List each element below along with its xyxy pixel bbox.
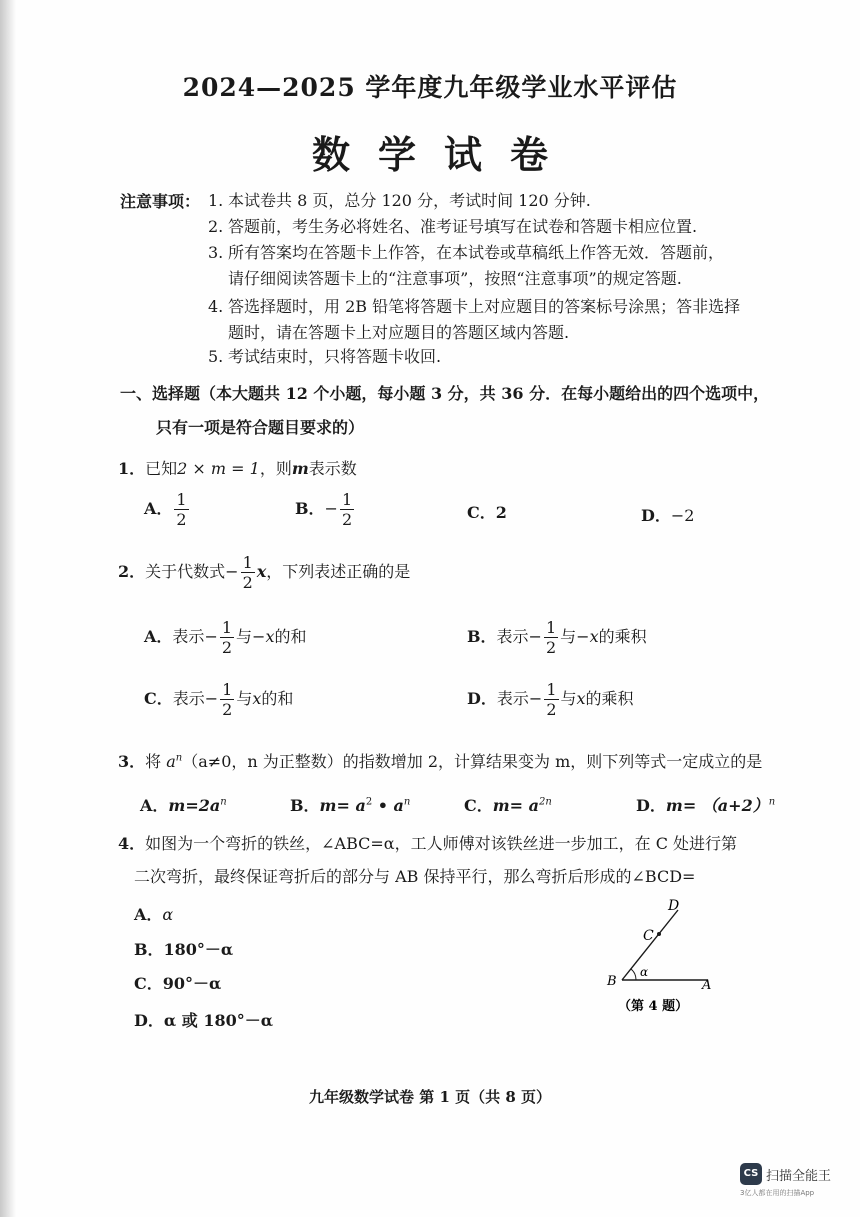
q2-option-b: B．表示− $\frac{1}{2}$ 与−x的乘积 xyxy=(467,618,647,657)
question-4-stem: 4．如图为一个弯折的铁丝，∠ABC=α，工人师傅对该铁丝进一步加工，在 C 处进行第 xyxy=(118,834,738,853)
q3-option-d: D．$m= (a+2)^n$ xyxy=(636,796,776,815)
camscanner-logo-icon: CS xyxy=(740,1163,762,1185)
question-4-stem-cont: 二次弯折，最终保证弯折后的部分与 AB 保持平行，那么弯折后形成的∠BCD= xyxy=(134,867,696,886)
question-2-stem: 2．关于代数式− $\frac{1}{2}$ x，下列表述正确的是 xyxy=(118,553,411,592)
q1-option-d: D．−2 xyxy=(641,506,695,525)
scanner-watermark xyxy=(740,1163,850,1198)
q4-option-d: D．α 或 180°－α xyxy=(134,1011,274,1030)
point-c-dot xyxy=(657,932,661,936)
note-item: 3. 所有答案均在答题卡上作答，在本试卷或草稿纸上作答无效．答题前， xyxy=(208,243,725,262)
label-alpha: α xyxy=(640,965,649,979)
subject-title: 数学试卷 xyxy=(311,132,576,177)
notes-heading: 注意事项： xyxy=(120,192,201,211)
q4-option-a: A．α xyxy=(134,905,174,924)
question-3-stem: 3．将 $a^n(a\ne 0$，n 为正整数）的指数增加 2，计算结果变为 m，则下列等式一定成立的是 xyxy=(118,752,763,771)
q4-option-b: B．180°－α xyxy=(134,940,234,959)
q3-option-c: C．$m= a^{2n}$ xyxy=(464,796,552,815)
q2-option-c: C．表示− $\frac{1}{2}$ 与x的和 xyxy=(144,680,294,719)
scan-shadow-edge xyxy=(0,0,16,1217)
q1-option-c: C．2 xyxy=(467,503,507,522)
note-item: 4. 答选择题时，用 2B 铅笔将答题卡上对应题目的答案标号涂黑；答非选择 xyxy=(208,297,741,316)
label-b: B xyxy=(607,974,617,989)
q2-option-a: A．表示− $\frac{1}{2}$ 与−x的和 xyxy=(144,618,307,657)
label-c: C xyxy=(643,928,654,944)
q3-option-b: B．$m= a^2$ • $a^n$ xyxy=(290,796,411,815)
segment-bd xyxy=(622,910,678,980)
angle-arc xyxy=(631,969,636,980)
q4-option-c: C．90°－α xyxy=(134,974,222,993)
label-a: A xyxy=(702,978,712,993)
section-heading: 一、选择题（本大题共 12 个小题，每小题 3 分，共 36 分．在每小题给出的四个选项中， xyxy=(120,384,770,403)
note-item: 1. 本试卷共 8 页，总分 120 分，考试时间 120 分钟. xyxy=(208,191,591,210)
watermark-tagline: 3亿人都在用的扫描App xyxy=(740,1189,815,1197)
page-footer: 九年级数学试卷 第 1 页（共 8 页） xyxy=(309,1088,551,1106)
q2-option-d: D．表示− $\frac{1}{2}$ 与x的乘积 xyxy=(467,680,634,719)
q1-option-b: B．− $\frac{1}{2}$ xyxy=(295,490,353,529)
note-item: 2. 答题前，考生务必将姓名、准考证号填写在试卷和答题卡相应位置. xyxy=(208,217,698,236)
note-item: 5. 考试结束时，只将答题卡收回. xyxy=(208,347,442,366)
note-item: 题时，请在答题卡上对应题目的答题区域内答题. xyxy=(228,323,570,342)
note-item: 请仔细阅读答题卡上的“注意事项”，按照“注意事项”的规定答题. xyxy=(228,269,682,288)
q4-figure xyxy=(598,892,728,1022)
question-1-stem: 1．已知2 × m = 1，则m表示数 xyxy=(118,459,357,478)
q1-option-a: A． $\frac{1}{2}$ xyxy=(144,490,187,529)
q3-option-a: A．$m=2a^n$ xyxy=(140,796,227,815)
exam-title: 2024—2025 学年度九年级学业水平评估 xyxy=(182,73,678,102)
figure-caption: （第 4 题） xyxy=(618,999,689,1014)
section-heading-cont: 只有一项是符合题目要求的） xyxy=(156,418,365,437)
watermark-name: 扫描全能王 xyxy=(766,1168,832,1184)
label-d: D xyxy=(668,898,680,914)
